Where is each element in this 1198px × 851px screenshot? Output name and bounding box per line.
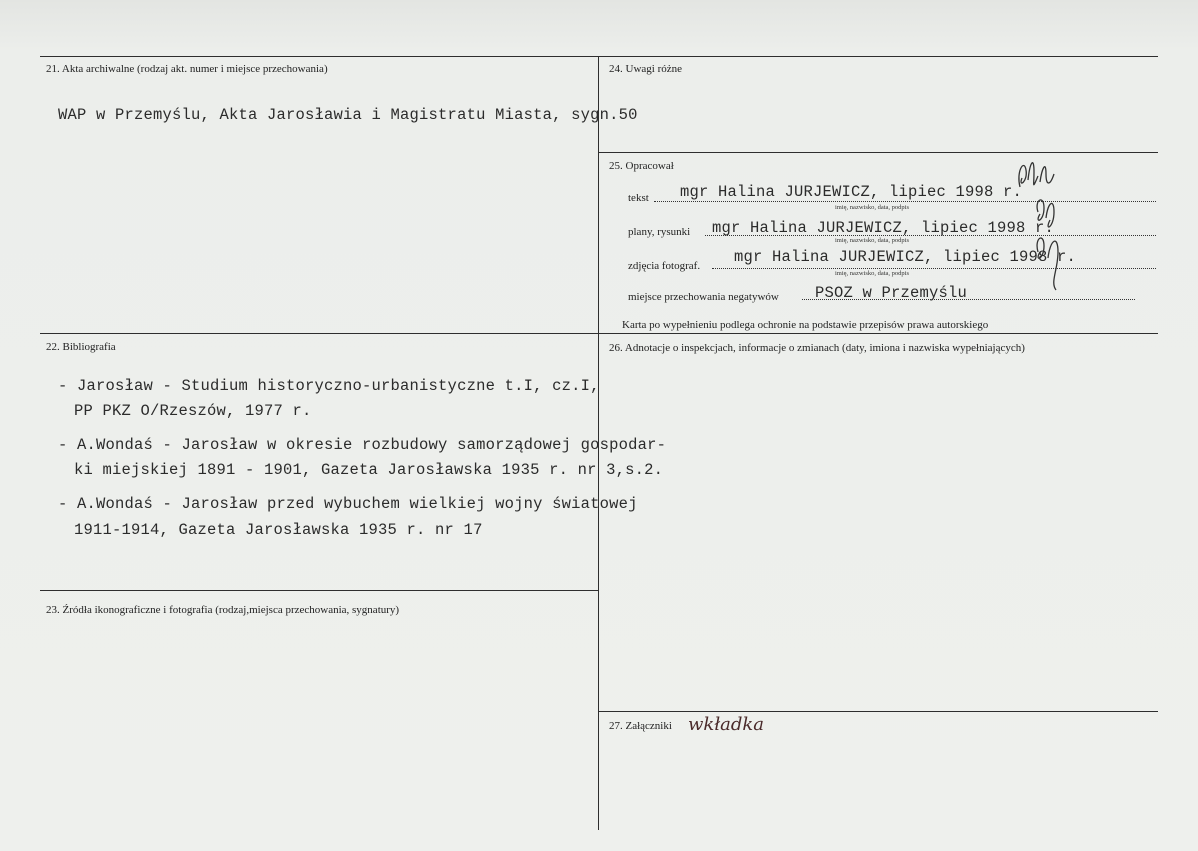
- top-border: [40, 56, 1158, 57]
- bibliography-entry-2-line-1: - A.Wondaś - Jarosław w okresie rozbudowy samorządowej gospodar-: [58, 436, 667, 454]
- author-photos-hint: imię, nazwisko, data, podpis: [835, 270, 910, 277]
- divider-25-26: [598, 333, 1158, 334]
- bibliography-entry-3-line-2: 1911-1914, Gazeta Jarosławska 1935 r. nr 17: [74, 521, 483, 539]
- section-25-label: 25. Opracował: [609, 160, 674, 172]
- divider-26-27: [598, 711, 1158, 712]
- author-text-dots: [654, 201, 1156, 202]
- author-photos-value: mgr Halina JURJEWICZ, lipiec 1998 r.: [734, 248, 1077, 266]
- author-text-label: tekst: [628, 192, 649, 204]
- copyright-note: Karta po wypełnieniu podlega ochronie na podstawie przepisów prawa autorskiego: [622, 319, 989, 331]
- section-24-label: 24. Uwagi różne: [609, 63, 683, 75]
- bibliography-entry-1-line-1: - Jarosław - Studium historyczno-urbanistyczne t.I, cz.I,: [58, 377, 600, 395]
- author-text-value: mgr Halina JURJEWICZ, lipiec 1998 r.: [680, 183, 1023, 201]
- bibliography-entry-2-line-2: ki miejskiej 1891 - 1901, Gazeta Jarosławska 1935 r. nr 3,s.2.: [74, 461, 664, 479]
- author-plans-value: mgr Halina JURJEWICZ, lipiec 1998 r.: [712, 219, 1055, 237]
- divider-24-25: [598, 152, 1158, 153]
- divider-22-23: [40, 590, 598, 591]
- author-photos-label: zdjęcia fotograf.: [628, 260, 701, 272]
- bibliography-entry-3-line-1: - A.Wondaś - Jarosław przed wybuchem wielkiej wojny światowej: [58, 495, 638, 513]
- section-27-label: 27. Załączniki: [609, 720, 672, 732]
- section-23-label: 23. Źródła ikonograficzne i fotografia (rodzaj,miejsca przechowania, sygnatury): [46, 604, 400, 616]
- section-26-label: 26. Adnotacje o inspekcjach, informacje o zmianach (daty, imiona i nazwiska wypełniających): [609, 342, 1025, 354]
- author-plans-label: plany, rysunki: [628, 226, 691, 238]
- author-plans-hint: imię, nazwisko, data, podpis: [835, 237, 910, 244]
- handwritten-signature: [1010, 152, 1070, 297]
- section-22-label: 22. Bibliografia: [46, 341, 116, 353]
- archival-records-value: WAP w Przemyślu, Akta Jarosławia i Magistratu Miasta, sygn.50: [58, 106, 638, 124]
- negatives-location-label: miejsce przechowania negatywów: [628, 291, 779, 303]
- divider-21-22: [40, 333, 598, 334]
- author-photos-dots: [712, 268, 1156, 269]
- author-text-hint: imię, nazwisko, data, podpis: [835, 204, 910, 211]
- negatives-location-value: PSOZ w Przemyślu: [815, 284, 968, 302]
- section-21-label: 21. Akta archiwalne (rodzaj akt. numer i miejsce przechowania): [46, 63, 328, 75]
- bibliography-entry-1-line-2: PP PKZ O/Rzeszów, 1977 r.: [74, 402, 312, 420]
- attachments-handwritten: wkładka: [688, 714, 765, 735]
